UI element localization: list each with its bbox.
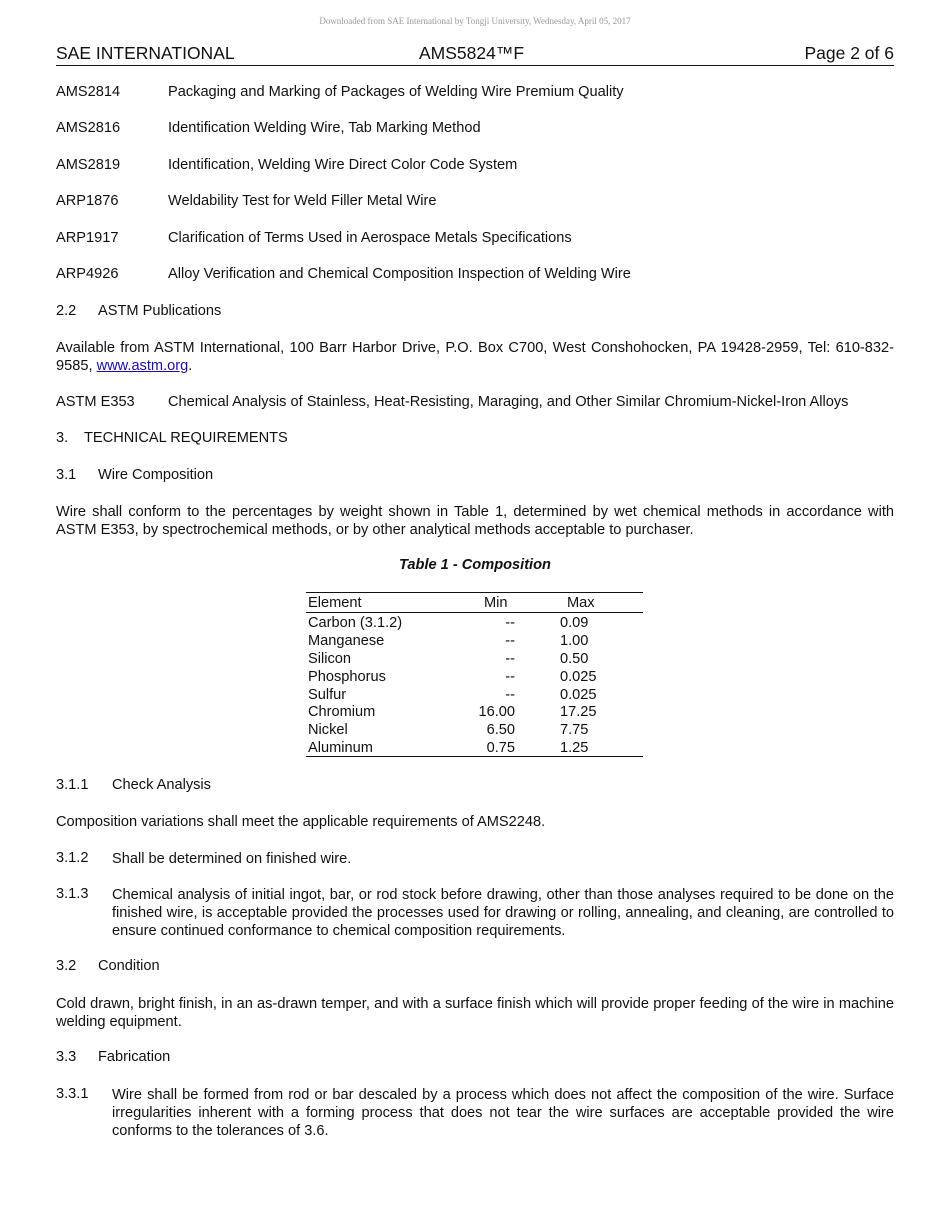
cell-element: Phosphorus (308, 668, 386, 685)
section-number: 3.1 (56, 467, 77, 483)
clause-3-3-1 (56, 1086, 894, 1140)
table-row (306, 685, 643, 703)
cell-min: 16.00 (478, 704, 515, 721)
table-caption: Table 1 - Composition (399, 557, 551, 573)
section-title: ASTM Publications (98, 303, 222, 319)
cell-max: 0.09 (560, 615, 589, 631)
reference-code: ARP4926 (56, 266, 119, 282)
reference-code: AMS2814 (56, 84, 121, 100)
section-heading-3-1-1 (56, 777, 894, 795)
header-organization: SAE INTERNATIONAL (56, 43, 235, 63)
section-heading-3-3 (56, 1049, 894, 1067)
header-min: Min (484, 595, 508, 611)
cell-min: 6.50 (486, 722, 515, 739)
header-page-number: Page 2 of 6 (804, 43, 894, 63)
reference-title: Identification, Welding Wire Direct Color Code System (168, 157, 518, 173)
table-row (306, 613, 643, 631)
cell-min: -- (505, 615, 515, 631)
cell-min: 0.75 (486, 740, 515, 757)
header-element: Element (308, 595, 362, 611)
cell-min: -- (505, 686, 515, 703)
section-number: 3.1.1 (56, 777, 89, 793)
section-heading-3 (56, 430, 894, 448)
reference-code: ARP1876 (56, 193, 119, 209)
download-watermark: Downloaded from SAE International by Tongji University, Wednesday, April 05, 2017 (319, 16, 631, 26)
table-row (306, 702, 643, 720)
reference-item (56, 120, 894, 138)
reference-item (56, 266, 894, 284)
reference-item (56, 193, 894, 211)
section-title: Wire Composition (98, 467, 214, 483)
astm-availability-text: Available from ASTM International, 100 Barr Harbor Drive, P.O. Box C700, West Conshohocken, PA 19428-2959, Tel: 610-832-9585, (56, 340, 894, 374)
reference-item (56, 84, 894, 102)
table-header-row (306, 593, 643, 613)
check-analysis-paragraph: Composition variations shall meet the applicable requirements of AMS2248. (56, 814, 546, 830)
cell-min: -- (505, 632, 515, 649)
section-heading-3-2 (56, 958, 894, 976)
reference-code: ASTM E353 (56, 394, 135, 410)
reference-code: ARP1917 (56, 230, 119, 246)
clause-number: 3.3.1 (56, 1086, 89, 1102)
section-title: Fabrication (98, 1049, 171, 1065)
reference-title: Identification Welding Wire, Tab Marking Method (168, 120, 481, 136)
clause-number: 3.1.2 (56, 850, 89, 866)
section-number: 3.3 (56, 1049, 77, 1065)
reference-title: Alloy Verification and Chemical Composition Inspection of Welding Wire (168, 266, 631, 282)
cell-max: 1.25 (560, 740, 589, 757)
condition-paragraph: Cold drawn, bright finish, in an as-drawn temper, and with a surface finish which will provide proper feeding of the wire in machine welding equipment. (56, 996, 894, 1030)
cell-element: Sulfur (308, 686, 347, 703)
section-number: 2.2 (56, 303, 77, 319)
cell-max: 7.75 (560, 722, 589, 739)
astm-availability-paragraph (56, 339, 894, 375)
page-header (56, 43, 894, 66)
cell-min: -- (505, 668, 515, 685)
clause-3-1-2 (56, 850, 894, 868)
reference-item-astm (56, 394, 894, 412)
astm-availability-end: . (188, 358, 193, 374)
cell-element: Silicon (308, 650, 351, 667)
wire-composition-paragraph: Wire shall conform to the percentages by weight shown in Table 1, determined by wet chemical methods in accordance with ASTM E353, by spectrochemical methods, or by other analytical methods acceptable to purchaser. (56, 504, 894, 538)
table-row (306, 649, 643, 667)
cell-element: Nickel (308, 722, 348, 739)
section-title: TECHNICAL REQUIREMENTS (84, 430, 288, 446)
table-row (306, 738, 643, 756)
clause-text: Chemical analysis of initial ingot, bar, or rod stock before drawing, other than those analyses required to be done on the finished wire, is acceptable provided the processes used for drawing or rolling, annealing, and cleaning, are controlled to ensure continued conformance to chemical composition requirements. (112, 887, 894, 939)
reference-title: Clarification of Terms Used in Aerospace Metals Specifications (168, 230, 572, 246)
cell-min: -- (505, 650, 515, 667)
clause-text: Wire shall be formed from rod or bar descaled by a process which does not affect the composition of the wire. Surface irregularities inherent with a forming process that does not tear the wire surfaces are acceptable provided the wire conforms to the tolerances of 3.6. (112, 1087, 894, 1139)
composition-table (306, 592, 643, 757)
header-max: Max (567, 595, 595, 611)
cell-element: Aluminum (308, 740, 373, 757)
table-row (306, 667, 643, 685)
reference-item (56, 230, 894, 248)
section-title: Check Analysis (112, 777, 211, 793)
table-row (306, 720, 643, 738)
reference-item (56, 157, 894, 175)
reference-title: Packaging and Marking of Packages of Welding Wire Premium Quality (168, 84, 624, 100)
reference-title: Chemical Analysis of Stainless, Heat-Resisting, Maraging, and Other Similar Chromium-Nickel-Iron Alloys (168, 394, 849, 410)
reference-code: AMS2816 (56, 120, 121, 136)
section-heading-2-2 (56, 303, 894, 321)
table-row (306, 631, 643, 649)
cell-element: Carbon (3.1.2) (308, 615, 403, 631)
reference-title: Weldability Test for Weld Filler Metal Wire (168, 193, 437, 209)
section-number: 3.2 (56, 958, 77, 974)
cell-max: 0.50 (560, 650, 589, 667)
header-document-number: AMS5824™F (419, 43, 525, 63)
cell-max: 17.25 (560, 704, 597, 721)
section-heading-3-1 (56, 467, 894, 485)
cell-max: 0.025 (560, 686, 597, 703)
clause-text: Shall be determined on finished wire. (112, 851, 352, 867)
cell-element: Chromium (308, 704, 376, 721)
clause-number: 3.1.3 (56, 886, 89, 902)
cell-max: 1.00 (560, 632, 589, 649)
astm-website-link[interactable]: www.astm.org (96, 358, 189, 374)
section-number: 3. (56, 430, 69, 446)
section-title: Condition (98, 958, 160, 974)
cell-element: Manganese (308, 632, 385, 649)
clause-3-1-3 (56, 886, 894, 940)
reference-code: AMS2819 (56, 157, 121, 173)
cell-max: 0.025 (560, 668, 597, 685)
